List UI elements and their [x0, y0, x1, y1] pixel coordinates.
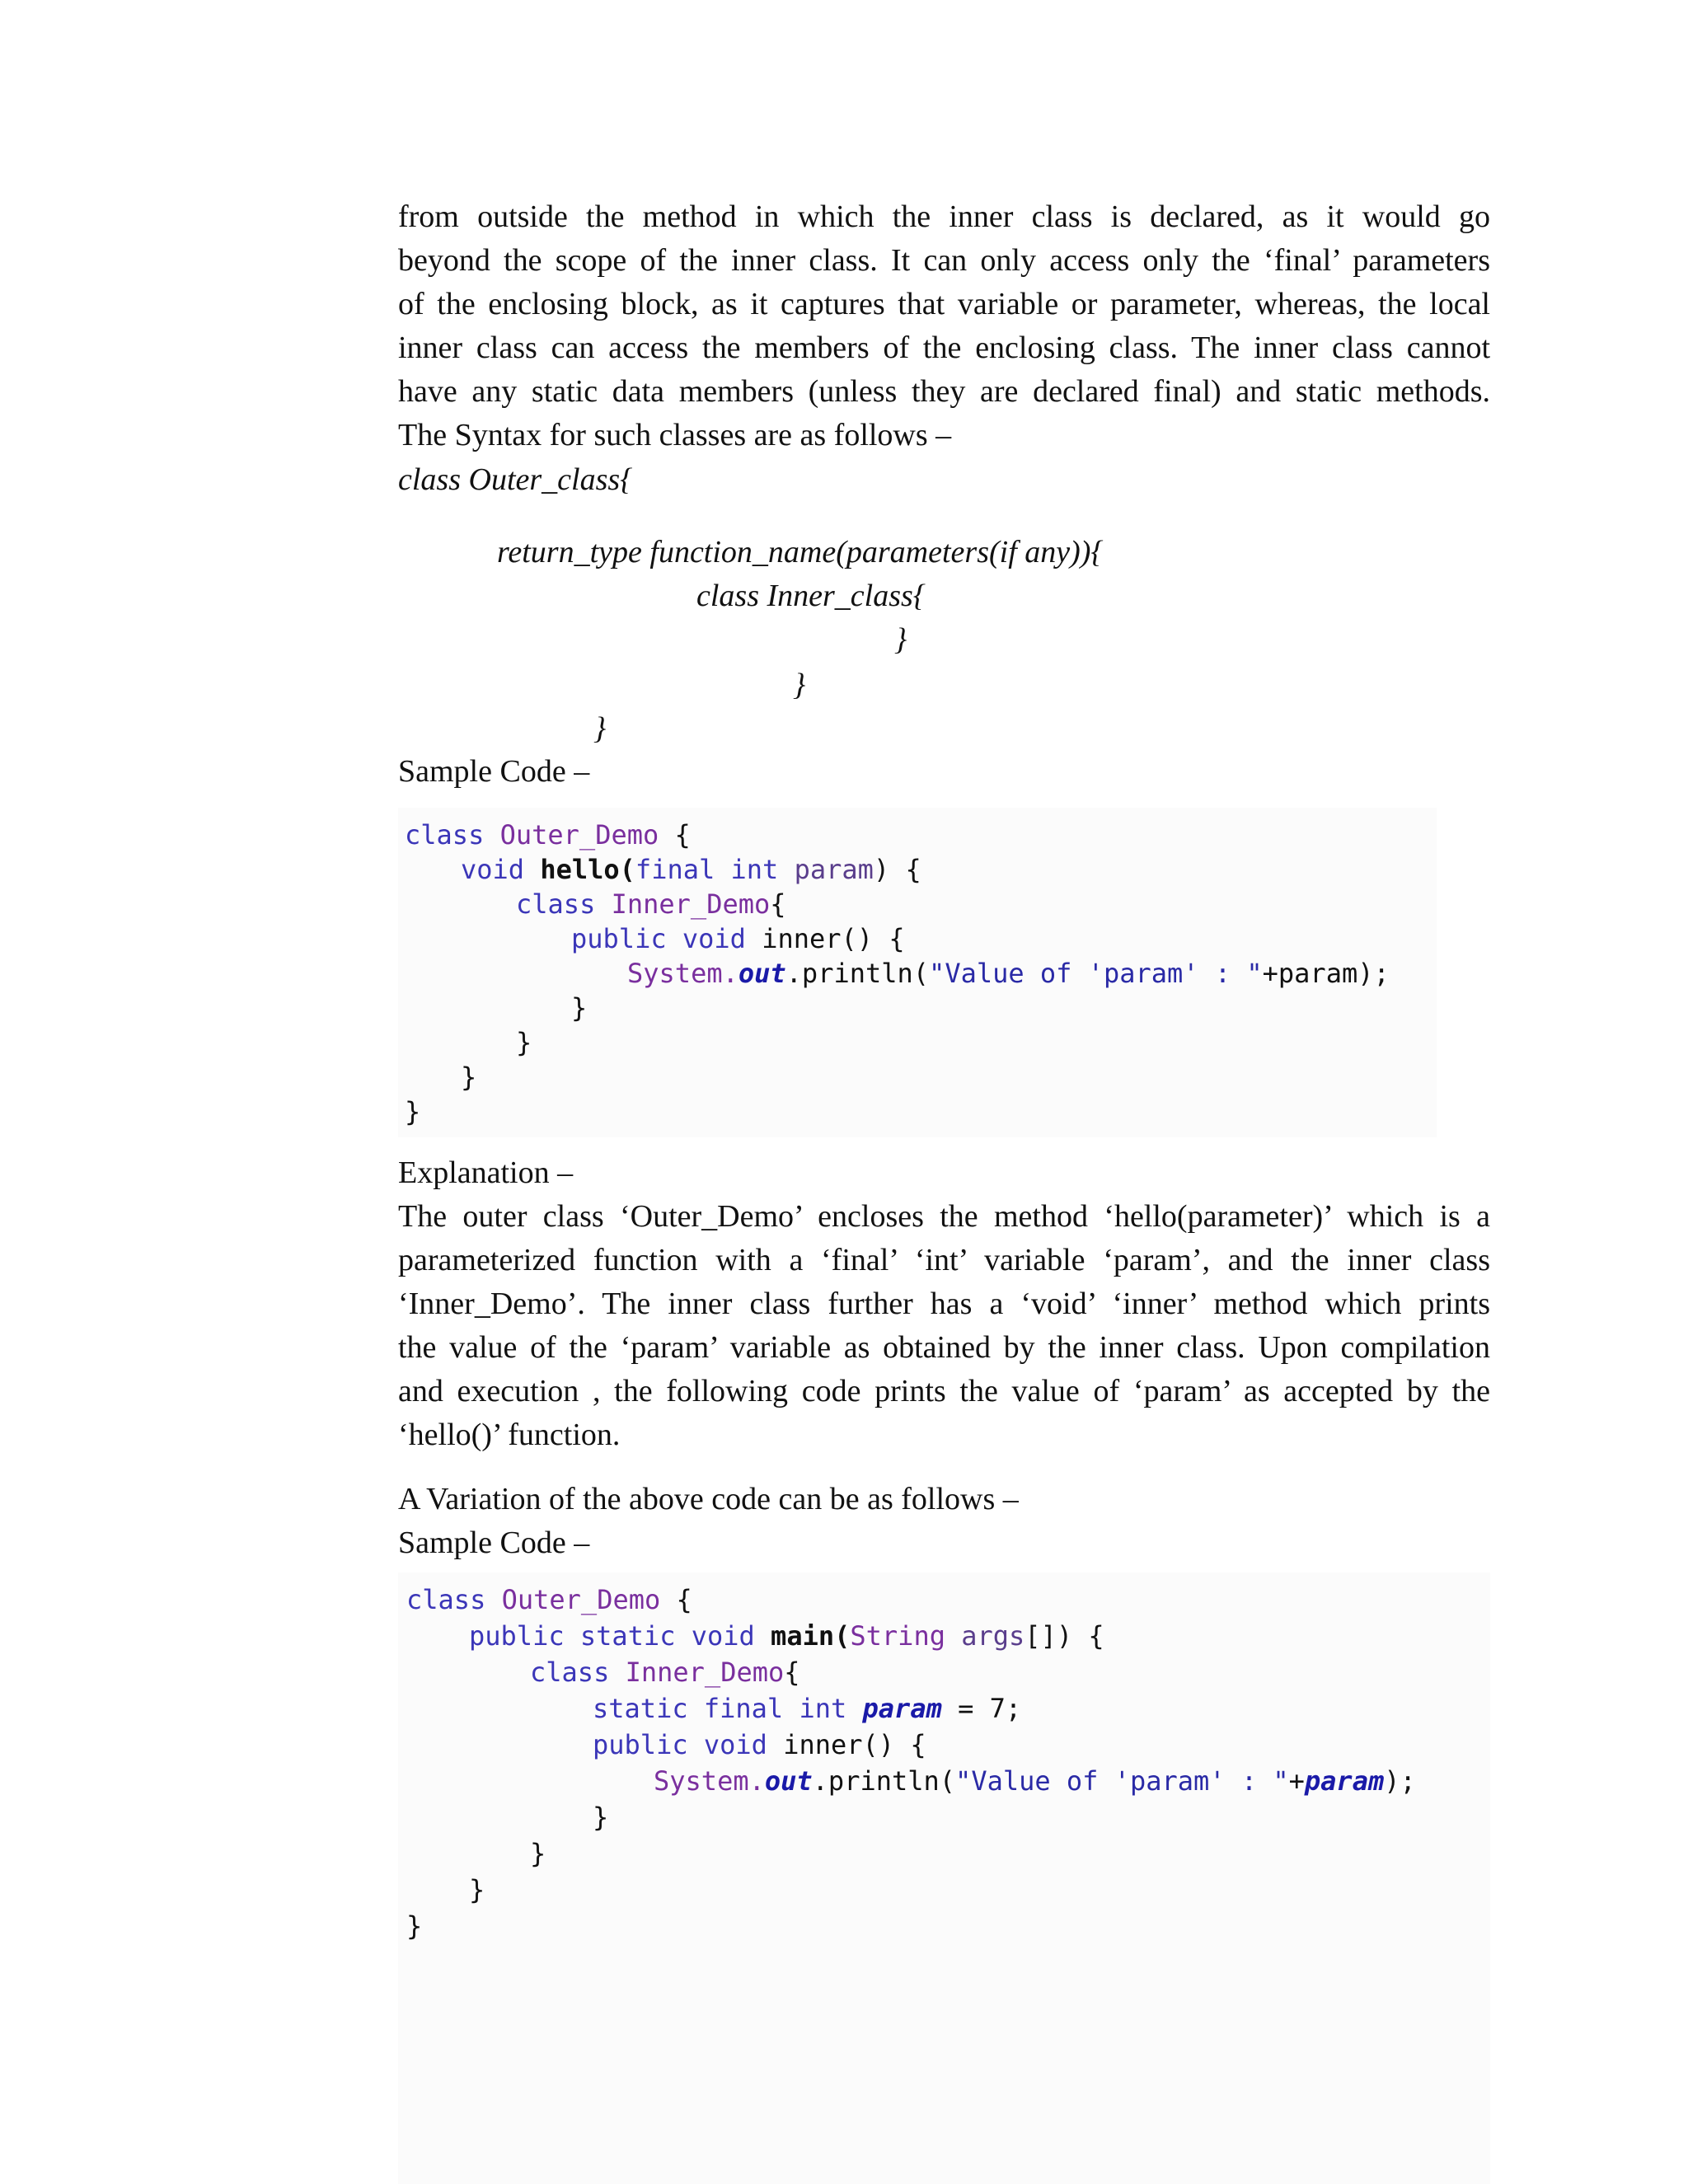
explanation-label: Explanation – [398, 1155, 574, 1190]
code-line: System.out.println("Value of 'param' : "+param); [627, 958, 1390, 989]
code-line: static final int param = 7; [593, 1693, 1022, 1724]
sample-code-label: Sample Code – [398, 1526, 590, 1560]
code-line: } [516, 1027, 532, 1058]
code-line: } [530, 1838, 546, 1869]
text-line: parameterized function with a ‘final’ ‘int’ variable ‘param’, and the inner class [398, 1243, 1490, 1277]
syntax-brace-function: } [793, 668, 806, 702]
text-line: inner class can access the members of the enclosing class. The inner class cannot [398, 330, 1490, 365]
code-line: } [593, 1802, 609, 1833]
text-line: The Syntax for such classes are as follows – [398, 418, 952, 452]
code-sample-1 [398, 808, 1437, 1137]
code-line: public static void main(String args[]) { [469, 1620, 1104, 1652]
code-line: } [571, 992, 588, 1024]
code-line: } [406, 1910, 423, 1942]
text-line: beyond the scope of the inner class. It can only access only the ‘final’ parameters [398, 243, 1490, 278]
paragraph-explanation [398, 1195, 1490, 1457]
syntax-brace-inner: } [894, 622, 907, 657]
code-line: class Inner_Demo{ [516, 888, 786, 920]
text-line: and execution , the following code prints the value of ‘param’ as accepted by the [398, 1374, 1490, 1408]
code-line: void hello(final int param) { [461, 854, 921, 885]
text-line: have any static data members (unless they are declared final) and static methods. [398, 374, 1490, 409]
code-line: class Outer_Demo { [405, 819, 691, 851]
code-line: class Inner_Demo{ [530, 1657, 800, 1688]
text-line: ‘hello()’ function. [398, 1418, 621, 1452]
code-line: System.out.println("Value of 'param' : "+param); [654, 1765, 1416, 1797]
code-line: } [469, 1874, 485, 1905]
text-line: from outside the method in which the inner class is declared, as it would go [398, 199, 1490, 234]
code-sample-2 [398, 1572, 1490, 2184]
syntax-outer-class: class Outer_class{ [398, 462, 633, 497]
text-line: of the enclosing block, as it captures that variable or parameter, whereas, the local [398, 287, 1490, 321]
syntax-function: return_type function_name(parameters(if any)){ [497, 535, 1104, 569]
code-line: public void inner() { [593, 1729, 926, 1760]
paragraph-local-inner-class [398, 195, 1490, 457]
text-line: ‘Inner_Demo’. The inner class further has a ‘void’ ‘inner’ method which prints [398, 1286, 1490, 1321]
variation-line: A Variation of the above code can be as follows – [398, 1482, 1019, 1516]
code-line: public void inner() { [571, 923, 905, 954]
code-line: } [405, 1096, 421, 1127]
text-line: the value of the ‘param’ variable as obtained by the inner class. Upon compilation [398, 1330, 1490, 1365]
sample-code-label: Sample Code – [398, 754, 590, 789]
code-line: class Outer_Demo { [406, 1584, 692, 1615]
code-line: } [461, 1062, 477, 1093]
syntax-brace-outer: } [593, 711, 607, 746]
text-line: The outer class ‘Outer_Demo’ encloses the method ‘hello(parameter)’ which is a [398, 1199, 1490, 1234]
syntax-inner-class: class Inner_class{ [696, 579, 926, 613]
